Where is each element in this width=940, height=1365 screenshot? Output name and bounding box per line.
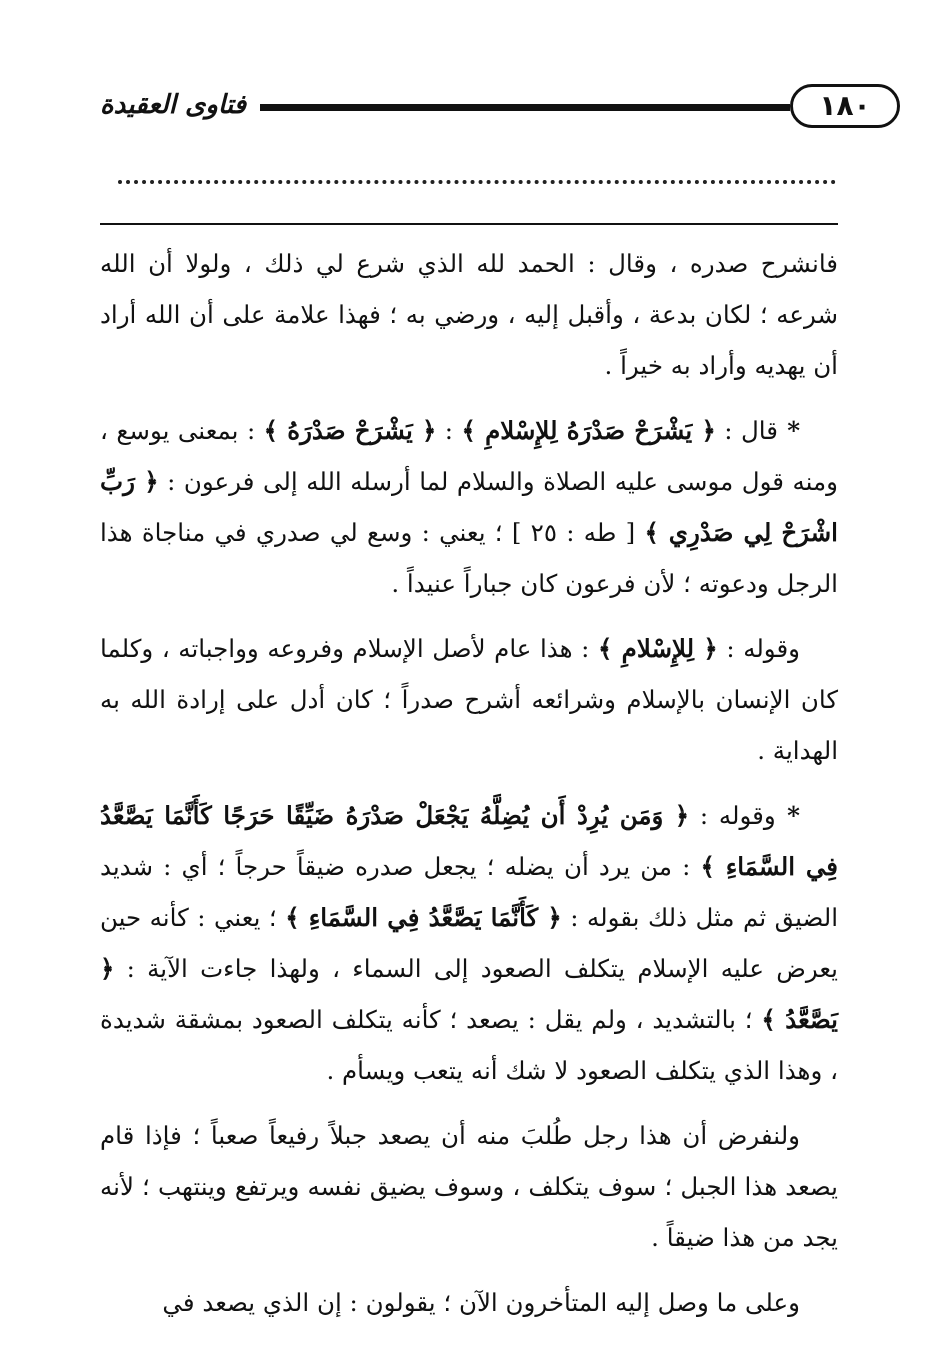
quran-quote: ﴿ كَأَنَّمَا يَصَّعَّدُ فِي السَّمَاءِ ﴾ <box>285 903 562 932</box>
page-header <box>100 78 871 138</box>
paragraph <box>100 790 838 1096</box>
star-marker: * <box>775 801 800 830</box>
running-book-title: فتاوى العقيدة <box>100 90 247 120</box>
quran-quote: ﴿ وَمَن يُرِدْ أَن يُضِلَّهُ يَجْعَلْ صَدْرَهُ ضَيِّقًا حَرَجًا كَأَنَّمَا يَصَّعَّدُ فِي السَّمَاءِ ﴾ <box>100 801 838 881</box>
text-segment: : من يرد أن يضله ؛ يجعل صدره ضيقاً حرجاً ؛ أي : شديد الضيق ثم مثل ذلك بقوله : <box>100 852 838 932</box>
quran-quote: ﴿ رَبِّ اشْرَحْ لِي صَدْرِي ﴾ <box>100 467 838 547</box>
quran-quote: ﴿ يَشْرَحْ صَدْرَهُ لِلإِسْلامِ ﴾ <box>461 416 716 445</box>
text-segment: [ طه : ٢٥ ] ؛ يعني : وسع لي صدري في مناجاة هذا الرجل ودعوته ؛ لأن فرعون كان جباراً عنيداً . <box>100 518 838 598</box>
paragraph <box>100 623 838 776</box>
text-segment: قال : <box>715 416 778 445</box>
text-segment: ؛ بالتشديد ، ولم يقل : يصعد ؛ كأنه يتكلف الصعود بمشقة شديدة ، وهذا الذي يتكلف الصعود لا شك أنه يتعب ويسأم . <box>100 1005 838 1085</box>
text-segment: ولنفرض أن هذا رجل طُلبَ منه أن يصعد جبلاً رفيعاً صعباً ؛ فإذا قام يصعد هذا الجبل ؛ سوف يتكلف ، وسوف يضيق نفسه ويرتفع وينتهب ؛ لأنه يجد من هذا ضيقاً . <box>100 1121 838 1252</box>
text-segment: ؛ يعني : كأنه حين يعرض عليه الإسلام يتكلف الصعود إلى السماء ، ولهذا جاءت الآية : <box>100 903 838 983</box>
paragraph <box>100 1110 838 1263</box>
quran-quote: ﴿ يَشْرَحْ صَدْرَهُ ﴾ <box>263 416 437 445</box>
text-segment: : هذا عام لأصل الإسلام وفروعه وواجباته ، وكلما كان الإنسان بالإسلام وشرائعه أشرح صدراً ؛ كان أدل على إرادة الله به الهداية . <box>100 634 838 765</box>
text-segment: وقوله : <box>717 634 800 663</box>
page-number: ١٨٠ <box>790 84 900 128</box>
star-marker: * <box>777 416 801 445</box>
body-text <box>100 238 838 1342</box>
paragraph <box>100 1277 838 1328</box>
paragraph <box>100 405 838 609</box>
quran-quote: ﴿ يَصَّعَّدُ ﴾ <box>100 954 838 1034</box>
text-segment: وقوله : <box>689 801 776 830</box>
header-rule <box>260 104 790 111</box>
quran-quote: ﴿ لِلإِسْلامِ ﴾ <box>598 634 718 663</box>
text-segment: وعلى ما وصل إليه المتأخرون الآن ؛ يقولون : إن الذي يصعد في <box>162 1288 800 1317</box>
text-segment: : بمعنى يوسع ، ومنه قول موسى عليه الصلاة والسلام لما أرسله الله إلى فرعون : <box>100 416 839 496</box>
text-segment: فانشرح صدره ، وقال : الحمد لله الذي شرع لي ذلك ، ولولا أن الله شرعه ؛ لكان بدعة ، وأقبل إليه ، ورضي به ؛ فهذا علامة على أن الله أراد أن يهديه وأراد به خيراً . <box>100 249 838 380</box>
paragraph <box>100 238 838 391</box>
text-segment: : <box>436 416 462 445</box>
footnote-dotted-rule <box>118 180 836 184</box>
text-separator-rule <box>100 223 838 225</box>
